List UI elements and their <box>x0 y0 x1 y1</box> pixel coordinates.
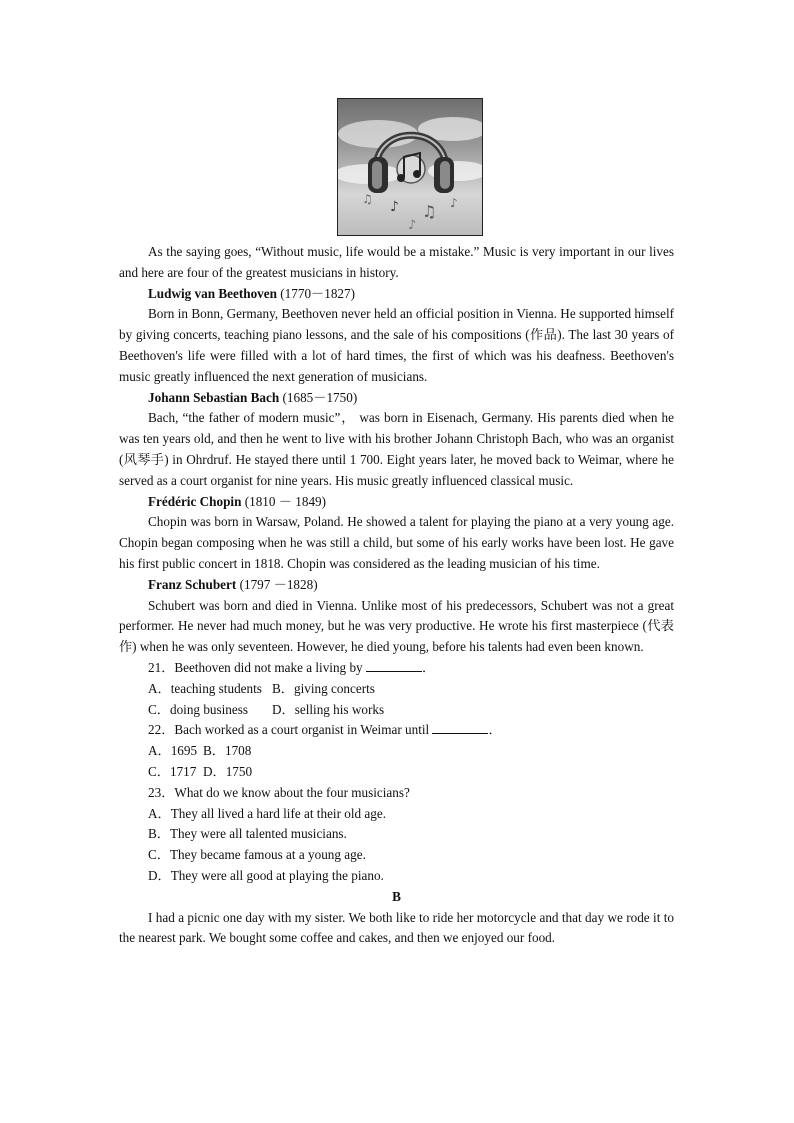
option-a: A．1695 <box>148 743 198 759</box>
headphones-music-notes-icon <box>338 99 483 236</box>
svg-text:♪: ♪ <box>390 199 399 215</box>
musician-years: (1810 － 1849) <box>241 493 327 509</box>
option-a: A．teaching students <box>148 680 262 696</box>
musician-heading <box>119 284 674 305</box>
musician-years: (1797 －1828) <box>236 576 318 592</box>
question-23: 23．What do we know about the four musicians? <box>148 784 410 800</box>
musician-heading <box>119 492 674 513</box>
question-end: ． <box>488 722 502 738</box>
musician-name: Frédéric Chopin <box>148 493 242 509</box>
option-row <box>119 762 674 783</box>
musician-paragraph: Schubert was born and died in Vienna. Unlike most of his predecessors, Schubert was not a great performer. He never had much money, but he was very productive. He wrote his first masterpiece (代表作) when he was only seventeen. However, he died young, before his talents had even been known. <box>119 597 674 655</box>
option-c: C．1717 <box>148 763 197 779</box>
option-row <box>119 700 674 721</box>
question-22 <box>119 720 674 741</box>
option-b: B．giving concerts <box>272 680 375 696</box>
musician-name: Ludwig van Beethoven <box>148 285 277 301</box>
svg-text:♪: ♪ <box>450 196 458 210</box>
option-c: C．They became famous at a young age. <box>148 847 366 863</box>
musician-paragraph: Chopin was born in Warsaw, Poland. He showed a talent for playing the piano at a very young age. Chopin began composing when he was still a child, but some of his early works have been lost. He gave his first public concert in 1818. Chopin was considered as the leading musician of his time. <box>119 514 674 571</box>
option-row <box>119 741 674 762</box>
answer-blank <box>432 721 488 734</box>
question-21 <box>119 658 674 679</box>
option-b: B．1708 <box>203 743 252 759</box>
section-b-heading: B <box>392 888 401 904</box>
musician-heading <box>119 388 674 409</box>
svg-text:♫: ♫ <box>422 202 437 221</box>
option-d: D．They were all good at playing the piano. <box>148 867 384 883</box>
musician-heading <box>119 575 674 596</box>
musician-years: (1685－1750) <box>279 389 358 405</box>
option-b: B．They were all talented musicians. <box>148 826 347 842</box>
question-end: ． <box>421 659 436 675</box>
option-row <box>119 679 674 700</box>
question-stem: 21．Beethoven did not make a living by <box>148 659 366 675</box>
svg-text:♫: ♫ <box>362 192 373 206</box>
musician-name: Franz Schubert <box>148 576 237 592</box>
question-stem: 22．Bach worked as a court organist in Weimar until <box>148 722 433 738</box>
option-a: A．They all lived a hard life at their old age. <box>148 805 387 821</box>
reading-passage <box>119 242 674 949</box>
section-b-paragraph: I had a picnic one day with my sister. We both like to ride her motorcycle and that day we rode it to the nearest park. We bought some coffee and cakes, and then we enjoyed our food. <box>119 909 674 946</box>
musician-paragraph: Born in Bonn, Germany, Beethoven never held an official position in Vienna. He supported himself by giving concerts, teaching piano lessons, and the sale of his compositions (作品). The last 30 years of Beethoven's life were filled with a lot of hard times, the first of which was his deafness. Beethoven's music greatly influenced the next generation of musicians. <box>119 306 674 384</box>
intro-paragraph: As the saying goes, “Without music, life would be a mistake.” Music is very important in our lives and here are four of the greatest musicians in history. <box>119 244 674 280</box>
option-c: C．doing business <box>148 701 249 717</box>
option-d: D．1750 <box>203 763 253 779</box>
musician-paragraph: Bach, “the father of modern music”， was born in Eisenach, Germany. His parents died when he was ten years old, and then he went to live with his brother Johann Christoph Bach, who was an organist (风琴手) in Ohrdruf. He stayed there until 1 700. Eight years later, he moved back to Weimar, where he served as a court organist for nine years. His music greatly influenced classical music. <box>119 410 674 488</box>
musician-years: (1770－1827) <box>276 285 355 301</box>
answer-blank <box>366 659 422 672</box>
musician-name: Johann Sebastian Bach <box>148 389 280 405</box>
option-d: D．selling his works <box>272 701 385 717</box>
headphones-music-image <box>337 98 483 236</box>
svg-text:♪: ♪ <box>408 218 417 233</box>
